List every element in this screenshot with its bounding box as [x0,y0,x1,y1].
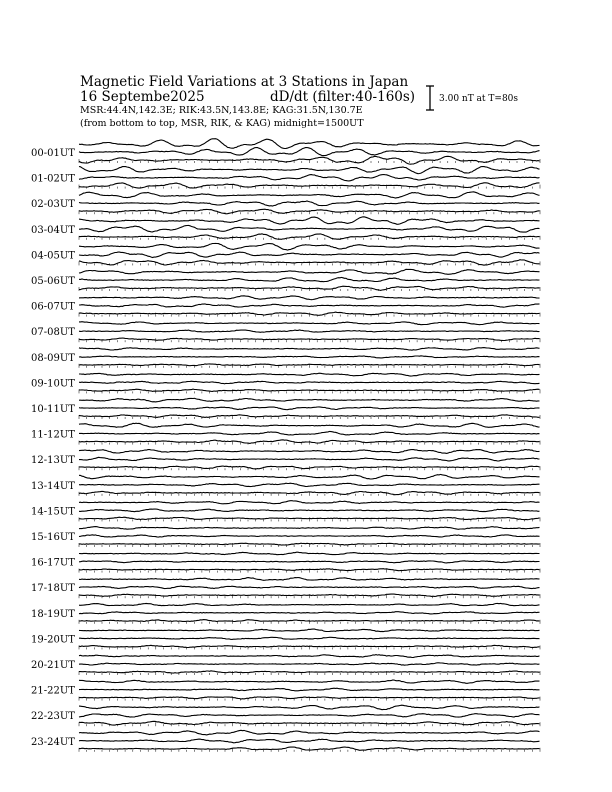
trace-RIK [79,225,540,232]
scale-bar [426,86,434,110]
trace-KAG [79,603,540,605]
row-label: 23-24UT [31,736,75,748]
trace-RIK [79,201,540,206]
trace-row-22-23UT [31,705,540,726]
trace-KAG [79,322,540,325]
row-label: 06-07UT [31,301,75,313]
trace-KAG [79,501,540,504]
minute-ticks [79,722,540,726]
trace-RIK [79,509,540,512]
trace-RIK [79,431,540,435]
row-label: 11-12UT [31,429,75,441]
component-label: dD/dt (filter:40-160s) [270,89,416,105]
trace-row-00-01UT [31,139,540,165]
trace-row-12-13UT [31,450,540,471]
trace-RIK [79,304,540,307]
trace-row-02-03UT [31,192,540,214]
trace-KAG [79,243,540,250]
trace-row-10-11UT [31,398,540,419]
trace-RIK [79,483,540,486]
row-label: 19-20UT [31,634,75,646]
trace-RIK [79,637,540,639]
trace-row-08-09UT [31,348,540,368]
trace-row-05-06UT [31,269,540,291]
trace-KAG [79,167,540,174]
trace-row-19-20UT [31,629,540,649]
trace-row-14-15UT [31,501,540,522]
stations-label: MSR:44.4N,142.3E; RIK:43.5N,143.8E; KAG:31.5N,130.7E [80,105,363,116]
trace-KAG [79,730,540,735]
row-label: 04-05UT [31,250,75,262]
trace-RIK [79,561,540,563]
row-label: 14-15UT [31,506,75,518]
row-label: 22-23UT [31,711,75,723]
trace-KAG [79,680,540,683]
row-label: 02-03UT [31,199,75,211]
trace-RIK [79,714,540,717]
trace-RIK [79,535,540,537]
trace-RIK [79,407,540,410]
minute-ticks [79,159,540,163]
row-label: 00-01UT [31,148,75,159]
trace-RIK [79,148,540,156]
trace-KAG [79,450,540,454]
date-label: 16 Septembe2025 [80,89,205,105]
trace-KAG [79,192,540,198]
minute-ticks [79,185,540,189]
trace-row-20-21UT [31,655,540,675]
trace-RIK [79,457,540,461]
trace-rows [31,139,540,752]
row-label: 21-22UT [31,685,75,697]
trace-row-09-10UT [31,373,540,393]
row-label: 01-02UT [31,173,75,185]
trace-KAG [79,139,540,149]
trace-RIK [79,175,540,181]
trace-KAG [79,217,540,225]
trace-RIK [79,381,540,384]
minute-ticks [79,415,540,419]
minute-ticks [79,287,540,291]
trace-KAG [79,552,540,555]
row-label: 15-16UT [31,532,75,543]
trace-KAG [79,474,540,479]
trace-RIK [79,356,540,358]
row-label: 10-11UT [31,404,75,415]
trace-row-15-16UT [31,527,540,547]
trace-KAG [79,269,540,274]
row-label: 09-10UT [31,378,75,390]
row-label: 08-09UT [31,352,75,364]
trace-row-16-17UT [31,552,540,572]
row-label: 03-04UT [31,224,75,236]
trace-row-18-19UT [31,603,540,623]
trace-RIK [79,739,540,743]
row-label: 13-14UT [31,480,75,492]
row-label: 17-18UT [31,583,75,595]
trace-row-03-04UT [31,217,540,240]
trace-RIK [79,330,540,332]
scale-label: 3.00 nT at T=80s [439,94,519,104]
trace-KAG [79,705,540,710]
trace-KAG [79,398,540,402]
chart-header [80,74,518,129]
trace-row-23-24UT [31,730,540,752]
row-label: 05-06UT [31,276,75,287]
order-note: (from bottom to top, MSR, RIK, & KAG) midnight=1500UT [80,118,364,129]
trace-RIK [79,586,540,589]
trace-KAG [79,373,540,376]
row-label: 18-19UT [31,608,75,620]
minute-ticks [79,517,540,521]
trace-row-07-08UT [31,322,540,343]
trace-KAG [79,655,540,658]
trace-RIK [79,663,540,665]
row-label: 07-08UT [31,327,75,339]
trace-RIK [79,688,540,691]
trace-row-06-07UT [31,296,540,317]
trace-row-17-18UT [31,578,540,599]
row-label: 20-21UT [31,660,75,671]
trace-KAG [79,578,540,581]
trace-row-11-12UT [31,423,540,444]
trace-KAG [79,348,540,351]
trace-RIK [79,277,540,281]
trace-RIK [79,612,540,614]
trace-KAG [79,423,540,427]
trace-RIK [79,252,540,257]
trace-KAG [79,629,540,632]
trace-row-13-14UT [31,474,540,495]
row-label: 12-13UT [31,455,75,467]
trace-KAG [79,296,540,300]
chart-title: Magnetic Field Variations at 3 Stations in Japan [80,74,409,90]
row-label: 16-17UT [31,557,75,569]
trace-row-04-05UT [31,243,540,265]
trace-KAG [79,527,540,530]
trace-row-21-22UT [31,680,540,701]
trace-row-01-02UT [31,167,540,189]
